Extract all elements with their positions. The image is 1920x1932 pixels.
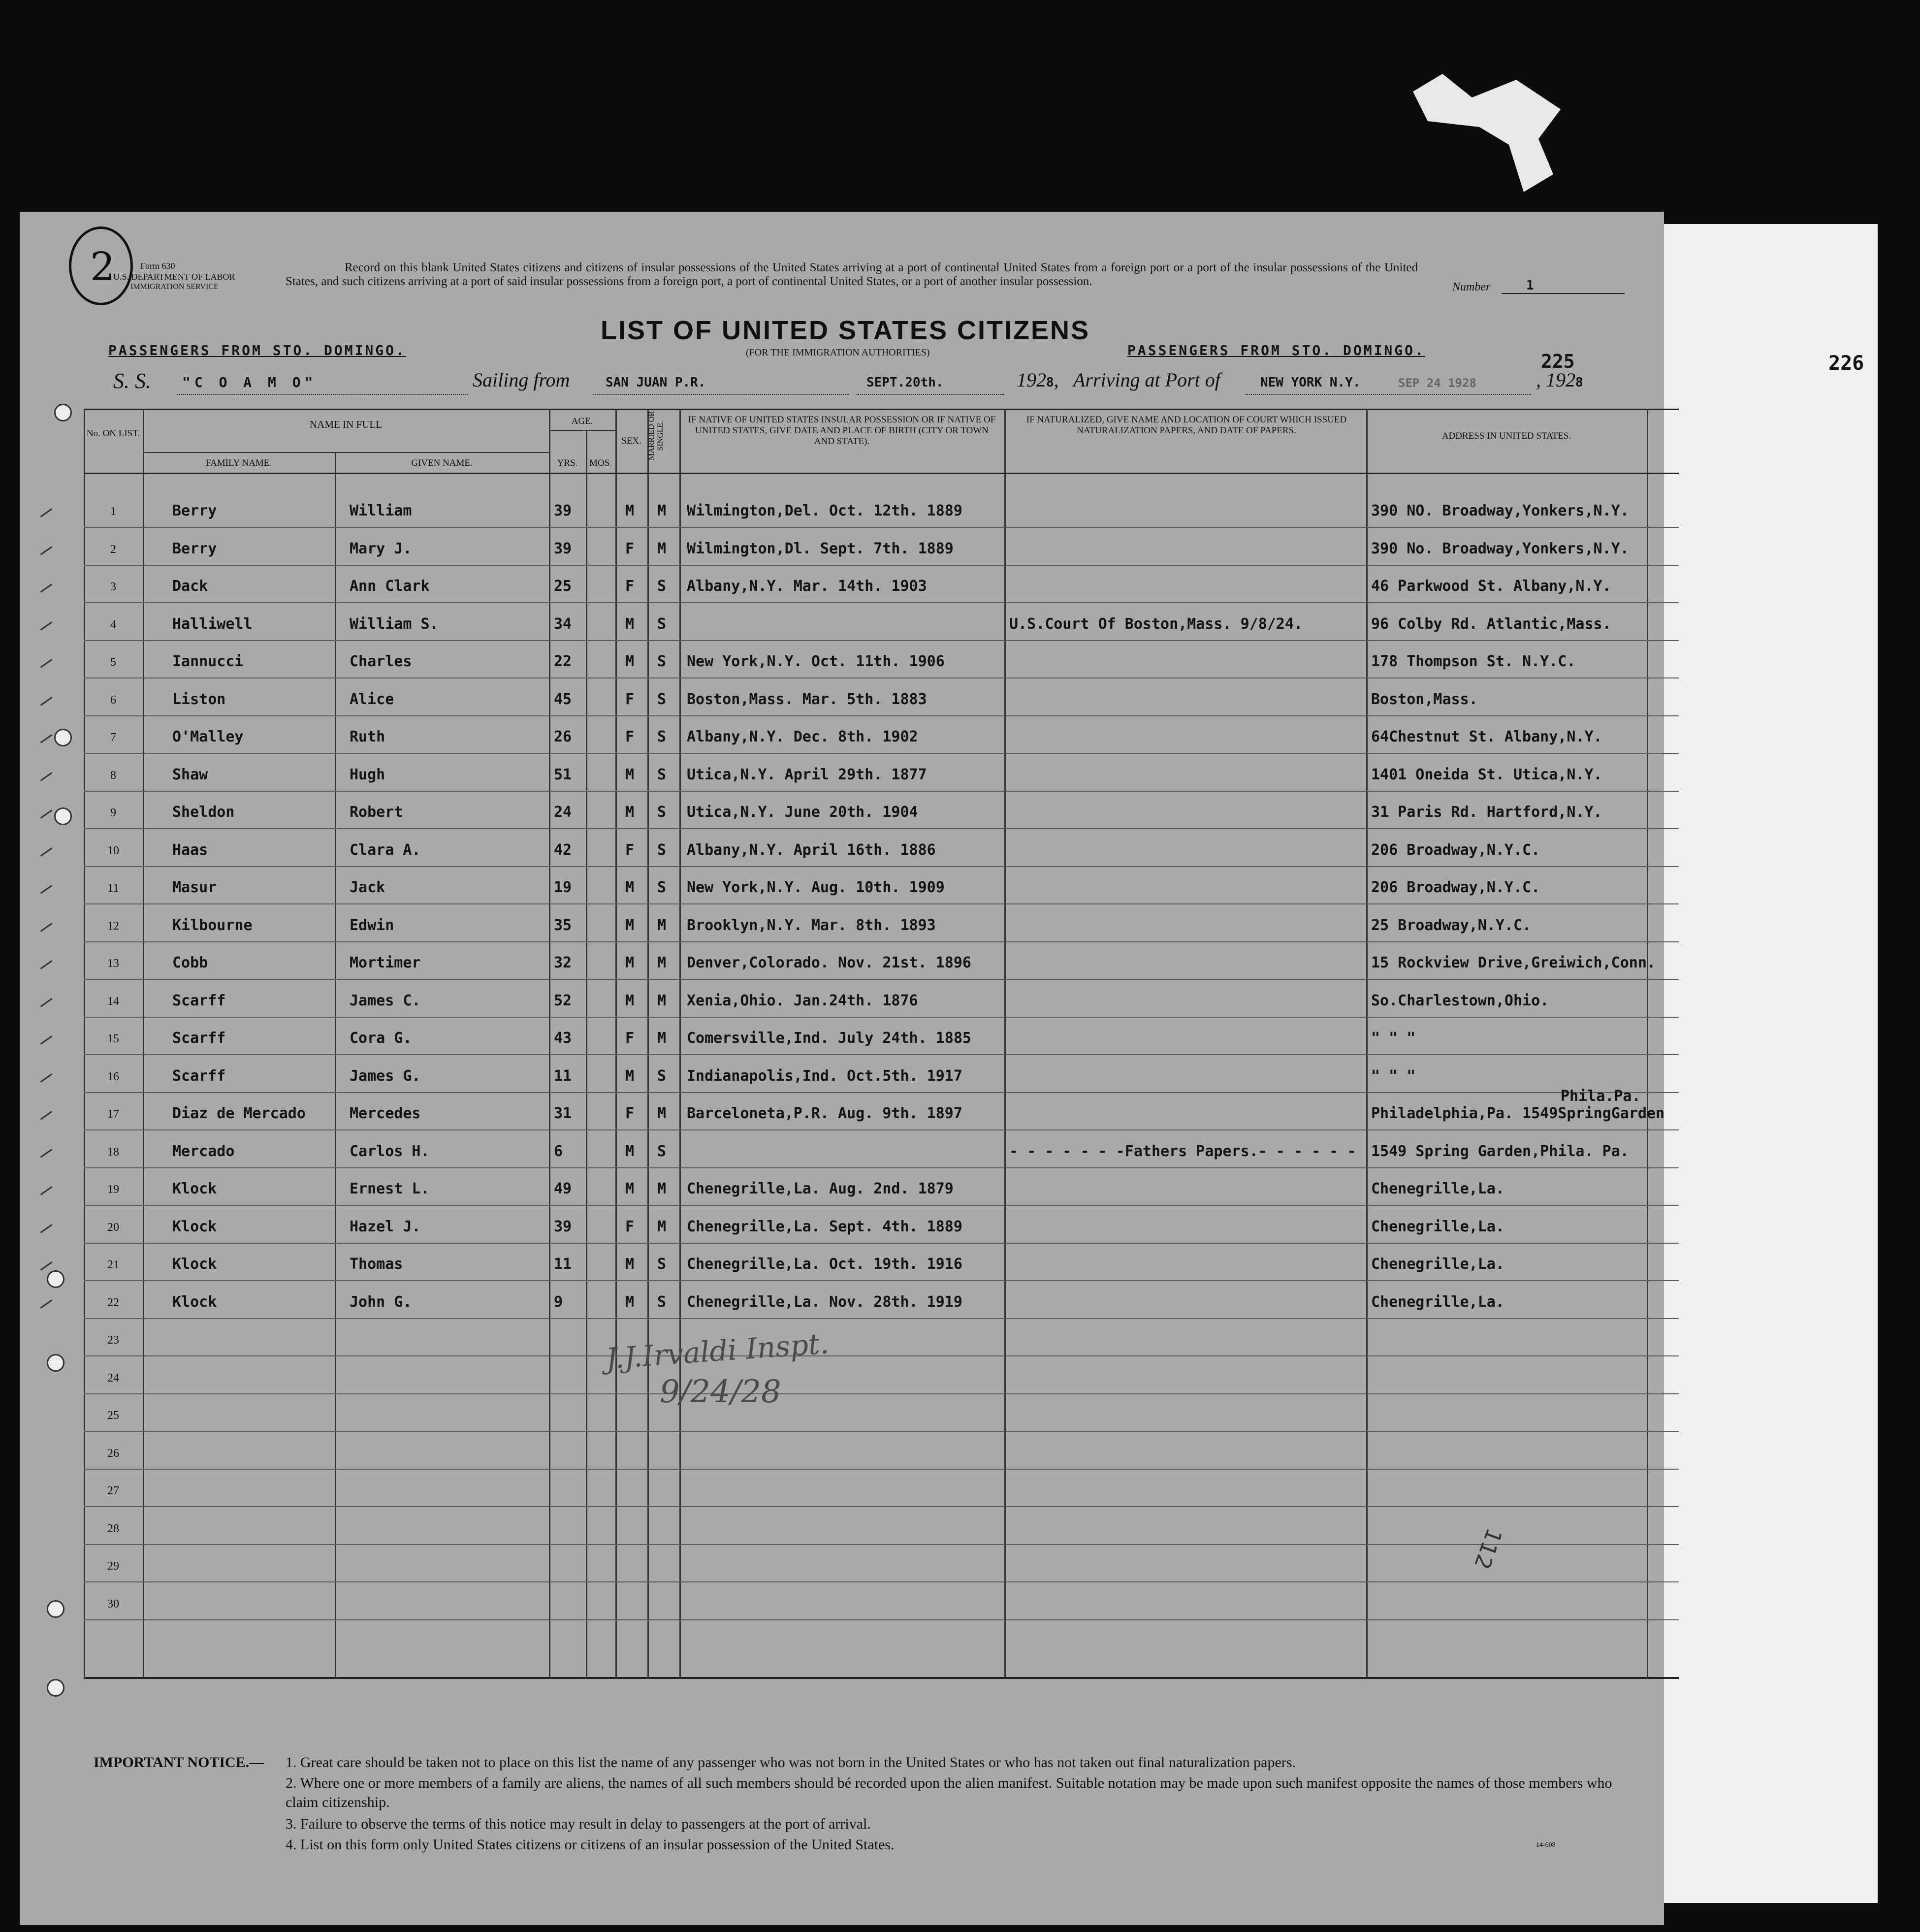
given-name: Thomas <box>350 1256 403 1273</box>
row-number: 20 <box>107 1221 119 1234</box>
notice-item-3: 3. Failure to observe the terms of this notice may result in delay to passengers at the port of arrival. <box>286 1816 871 1832</box>
row-number: 8 <box>110 769 116 782</box>
sex: M <box>625 804 635 821</box>
row-number: 28 <box>107 1522 119 1535</box>
check-mark <box>40 508 53 517</box>
address: " " " <box>1371 1030 1416 1047</box>
family-name: Iannucci <box>172 653 244 670</box>
row-number: 7 <box>110 731 116 744</box>
family-name: Shaw <box>172 766 208 783</box>
stamp-number: 112 <box>1469 1525 1507 1573</box>
col-header-no: No. ON LIST. <box>86 428 140 439</box>
given-name: Jack <box>350 879 385 896</box>
ss-label: S. S. <box>113 369 151 393</box>
row-number: 18 <box>107 1145 119 1159</box>
address: Philadelphia,Pa. 1549SpringGarden <box>1371 1105 1665 1122</box>
punch-hole <box>54 807 72 825</box>
birth-place-date: Chenegrille,La. Aug. 2nd. 1879 <box>687 1180 954 1197</box>
address: 1549 Spring Garden,Phila. Pa. <box>1371 1142 1629 1160</box>
birth-place-date: Comersville,Ind. July 24th. 1885 <box>687 1030 971 1047</box>
address: " " " <box>1371 1067 1416 1085</box>
check-mark <box>40 998 53 1007</box>
check-mark <box>40 960 53 969</box>
marital-status: M <box>657 540 667 557</box>
given-name: Mary J. <box>350 540 412 557</box>
sex: F <box>625 1105 635 1122</box>
marital-status: M <box>657 954 667 971</box>
row-number: 12 <box>107 919 119 933</box>
given-name: Hazel J. <box>350 1218 421 1235</box>
family-name: Mercado <box>172 1142 235 1160</box>
sex: F <box>625 540 635 557</box>
marital-status: M <box>657 1180 667 1197</box>
check-mark <box>40 809 53 819</box>
address: 390 No. Broadway,Yonkers,N.Y. <box>1371 540 1629 557</box>
adjacent-page-number: 226 <box>1828 352 1864 375</box>
family-name: Klock <box>172 1218 217 1235</box>
marital-status: M <box>657 1030 667 1047</box>
check-mark <box>40 621 53 631</box>
circled-mark: 2 <box>69 226 133 305</box>
family-name: Berry <box>172 540 217 557</box>
given-name: Charles <box>350 653 412 670</box>
col-header-sex: SEX. <box>621 436 641 446</box>
marital-status: S <box>657 879 667 896</box>
notice-heading: IMPORTANT NOTICE.— <box>94 1754 264 1771</box>
col-header-naturalized: IF NATURALIZED, GIVE NAME AND LOCATION OF COURT WHICH ISSUED NATURALIZATION PAPERS, AND DATE OF PAPERS. <box>1026 415 1347 436</box>
family-name: Scarff <box>172 1030 226 1047</box>
birth-place-date: Albany,N.Y. Mar. 14th. 1903 <box>687 578 927 595</box>
age-years: 32 <box>554 954 572 971</box>
sex: M <box>625 1067 635 1085</box>
family-name: Scarff <box>172 992 226 1009</box>
ship-name: "C O A M O" <box>182 374 317 390</box>
family-name: Masur <box>172 879 217 896</box>
marital-status: M <box>657 502 667 519</box>
row-number: 22 <box>107 1296 119 1309</box>
age-years: 11 <box>554 1256 572 1273</box>
age-years: 9 <box>554 1293 563 1311</box>
notice-item-1: 1. Great care should be taken not to place on this list the name of any passenger who was not born in the United States or who has not taken out final naturalization papers. <box>286 1754 1296 1771</box>
arrival-port: NEW YORK N.Y. <box>1260 375 1361 390</box>
sex: M <box>625 615 635 633</box>
birth-place-date: Wilmington,Dl. Sept. 7th. 1889 <box>687 540 954 557</box>
birth-place-date: New York,N.Y. Aug. 10th. 1909 <box>687 879 945 896</box>
inspector-signature: J.J.Irvaldi Inspt. <box>605 1326 830 1376</box>
birth-place-date: Chenegrille,La. Oct. 19th. 1916 <box>687 1256 962 1273</box>
given-name: Ernest L. <box>350 1180 430 1197</box>
age-years: 39 <box>554 502 572 519</box>
birth-place-date: Indianapolis,Ind. Oct.5th. 1917 <box>687 1067 962 1085</box>
sex: M <box>625 954 635 971</box>
age-years: 34 <box>554 615 572 633</box>
check-mark <box>40 1149 53 1158</box>
sailing-label: Sailing from <box>473 369 570 391</box>
row-number: 2 <box>110 543 116 556</box>
check-mark <box>40 772 53 781</box>
age-years: 42 <box>554 841 572 859</box>
age-years: 26 <box>554 728 572 745</box>
arriving-label: Arriving at Port of <box>1073 369 1220 391</box>
list-title: LIST OF UNITED STATES CITIZENS <box>601 316 1090 345</box>
family-name: Sheldon <box>172 804 235 821</box>
family-name: Halliwell <box>172 615 253 633</box>
address-note: Phila.Pa. <box>1561 1088 1641 1105</box>
given-name: Ruth <box>350 728 385 745</box>
check-mark <box>40 923 53 932</box>
address: Chenegrille,La. <box>1371 1293 1504 1311</box>
birth-place-date: Utica,N.Y. April 29th. 1877 <box>687 766 927 783</box>
department-label: U.S. DEPARTMENT OF LABOR <box>113 272 235 282</box>
marital-status: S <box>657 841 667 859</box>
row-number: 29 <box>107 1560 119 1573</box>
given-name: John G. <box>350 1293 412 1311</box>
tape-fragment <box>1413 74 1561 192</box>
row-number: 19 <box>107 1183 119 1196</box>
address: 390 NO. Broadway,Yonkers,N.Y. <box>1371 502 1629 519</box>
age-years: 49 <box>554 1180 572 1197</box>
address: Chenegrille,La. <box>1371 1256 1504 1273</box>
list-subtitle: (FOR THE IMMIGRATION AUTHORITIES) <box>746 347 930 358</box>
address: 31 Paris Rd. Hartford,N.Y. <box>1371 804 1602 821</box>
age-years: 52 <box>554 992 572 1009</box>
address: 178 Thompson St. N.Y.C. <box>1371 653 1576 670</box>
sailing-date: SEPT.20th. <box>866 375 944 390</box>
birth-place-date: Brooklyn,N.Y. Mar. 8th. 1893 <box>687 916 936 934</box>
col-header-birth: IF NATIVE OF UNITED STATES INSULAR POSSESSION OR IF NATIVE OF UNITED STATES, GIVE DATE AND PLACE OF BIRTH (CITY OR TOWN AND STATE). <box>688 415 996 447</box>
birth-place-date: New York,N.Y. Oct. 11th. 1906 <box>687 653 945 670</box>
inspection-date: 9/24/28 <box>660 1374 781 1410</box>
row-number: 27 <box>107 1484 119 1497</box>
row-number: 30 <box>107 1597 119 1610</box>
page-number: 225 <box>1541 351 1575 372</box>
check-mark <box>40 583 53 593</box>
row-number: 13 <box>107 957 119 970</box>
marital-status: S <box>657 690 667 708</box>
check-mark <box>40 1224 53 1233</box>
address: Boston,Mass. <box>1371 690 1478 708</box>
year-label-2: , 1928 <box>1536 369 1583 391</box>
given-name: Hugh <box>350 766 385 783</box>
sex: F <box>625 728 635 745</box>
row-number: 5 <box>110 656 116 669</box>
address: Chenegrille,La. <box>1371 1218 1504 1235</box>
check-mark <box>40 659 53 668</box>
sex: F <box>625 1030 635 1047</box>
notice-item-2: 2. Where one or more members of a family are aliens, the names of all such members should bé recorded upon the alien manifest. Suitable notation may be made upon such manifest opposite the names of those members who claim citizenship. <box>286 1775 1612 1810</box>
sex: M <box>625 1256 635 1273</box>
age-years: 45 <box>554 690 572 708</box>
sex: F <box>625 841 635 859</box>
check-mark <box>40 1035 53 1045</box>
marital-status: S <box>657 653 667 670</box>
given-name: Alice <box>350 690 394 708</box>
col-header-name: NAME IN FULL <box>310 419 382 430</box>
sex: M <box>625 653 635 670</box>
age-years: 19 <box>554 879 572 896</box>
sex: M <box>625 879 635 896</box>
form-number: Form 630 <box>140 261 175 271</box>
check-mark <box>40 885 53 894</box>
footer-code: 14-608 <box>1536 1841 1556 1849</box>
marital-status: S <box>657 578 667 595</box>
row-number: 21 <box>107 1258 119 1271</box>
age-years: 43 <box>554 1030 572 1047</box>
age-years: 39 <box>554 540 572 557</box>
age-years: 51 <box>554 766 572 783</box>
passenger-table <box>84 409 1679 1679</box>
age-years: 22 <box>554 653 572 670</box>
sex: M <box>625 502 635 519</box>
age-years: 24 <box>554 804 572 821</box>
row-number: 23 <box>107 1334 119 1347</box>
birth-place-date: Xenia,Ohio. Jan.24th. 1876 <box>687 992 918 1009</box>
address: 1401 Oneida St. Utica,N.Y. <box>1371 766 1602 783</box>
marital-status: M <box>657 916 667 934</box>
sailing-port: SAN JUAN P.R. <box>606 375 706 390</box>
row-number: 26 <box>107 1447 119 1460</box>
punch-hole <box>54 404 72 421</box>
col-header-age: AGE. <box>571 416 593 426</box>
family-name: Klock <box>172 1293 217 1311</box>
punch-hole <box>47 1354 64 1372</box>
address: 46 Parkwood St. Albany,N.Y. <box>1371 578 1611 595</box>
age-years: 6 <box>554 1142 563 1160</box>
col-header-given: GIVEN NAME. <box>411 458 473 468</box>
family-name: Liston <box>172 690 226 708</box>
row-number: 14 <box>107 995 119 1008</box>
age-years: 25 <box>554 578 572 595</box>
col-header-married: MARRIED OR SINGLE. <box>647 411 665 461</box>
check-mark <box>40 1111 53 1120</box>
punch-hole <box>47 1270 64 1288</box>
address: 25 Broadway,N.Y.C. <box>1371 916 1532 934</box>
marital-status: S <box>657 766 667 783</box>
given-name: Edwin <box>350 916 394 934</box>
marital-status: M <box>657 992 667 1009</box>
birth-place-date: Wilmington,Del. Oct. 12th. 1889 <box>687 502 962 519</box>
check-mark <box>40 697 53 706</box>
marital-status: M <box>657 1105 667 1122</box>
number-label: Number <box>1452 281 1491 293</box>
row-number: 10 <box>107 844 119 857</box>
marital-status: S <box>657 1293 667 1311</box>
birth-place-date: Denver,Colorado. Nov. 21st. 1896 <box>687 954 971 971</box>
birth-place-date: Chenegrille,La. Sept. 4th. 1889 <box>687 1218 962 1235</box>
given-name: James C. <box>350 992 421 1009</box>
notice-item-4: 4. List on this form only United States citizens or citizens of an insular possession of the United States. <box>286 1836 895 1853</box>
birth-place-date: Albany,N.Y. Dec. 8th. 1902 <box>687 728 918 745</box>
check-mark <box>40 1299 53 1309</box>
punch-hole <box>47 1679 64 1697</box>
family-name: Berry <box>172 502 217 519</box>
arrival-date-stamp: SEP 24 1928 <box>1398 376 1476 390</box>
given-name: William S. <box>350 615 439 633</box>
address: Chenegrille,La. <box>1371 1180 1504 1197</box>
punch-hole <box>54 729 72 746</box>
row-number: 16 <box>107 1070 119 1083</box>
marital-status: S <box>657 1256 667 1273</box>
age-years: 31 <box>554 1105 572 1122</box>
check-mark <box>40 1261 53 1271</box>
marital-status: S <box>657 1142 667 1160</box>
address: 206 Broadway,N.Y.C. <box>1371 879 1540 896</box>
row-number: 11 <box>107 882 119 895</box>
sex: M <box>625 1293 635 1311</box>
given-name: Mercedes <box>350 1105 421 1122</box>
marital-status: S <box>657 615 667 633</box>
sex: M <box>625 1180 635 1197</box>
check-mark <box>40 546 53 555</box>
sex: M <box>625 1142 635 1160</box>
address: 206 Broadway,N.Y.C. <box>1371 841 1540 859</box>
address: 96 Colby Rd. Atlantic,Mass. <box>1371 615 1611 633</box>
sex: M <box>625 992 635 1009</box>
sex: F <box>625 1218 635 1235</box>
row-number: 1 <box>110 505 116 518</box>
family-name: Scarff <box>172 1067 226 1085</box>
check-mark <box>40 847 53 857</box>
address: 15 Rockview Drive,Greiwich,Conn. <box>1371 954 1656 971</box>
row-number: 17 <box>107 1108 119 1121</box>
sex: M <box>625 916 635 934</box>
birth-place-date: Utica,N.Y. June 20th. 1904 <box>687 804 918 821</box>
manifest-sheet <box>20 212 1664 1925</box>
sex: F <box>625 690 635 708</box>
col-header-family: FAMILY NAME. <box>205 458 272 468</box>
naturalization: - - - - - - -Fathers Papers.- - - - - - <box>1009 1142 1356 1160</box>
col-header-address: ADDRESS IN UNITED STATES. <box>1441 431 1571 441</box>
col-header-mos: MOS. <box>589 458 612 468</box>
birth-place-date: Boston,Mass. Mar. 5th. 1883 <box>687 690 927 708</box>
row-number: 3 <box>110 580 116 593</box>
year-label-1: 1928, <box>1017 369 1059 391</box>
given-name: James G. <box>350 1067 421 1085</box>
family-name: Klock <box>172 1180 217 1197</box>
row-number: 24 <box>107 1371 119 1385</box>
age-years: 35 <box>554 916 572 934</box>
family-name: Haas <box>172 841 208 859</box>
family-name: Klock <box>172 1256 217 1273</box>
marital-status: S <box>657 728 667 745</box>
family-name: Diaz de Mercado <box>172 1105 306 1122</box>
address: So.Charlestown,Ohio. <box>1371 992 1549 1009</box>
check-mark <box>40 734 53 743</box>
given-name: Robert <box>350 804 403 821</box>
family-name: Dack <box>172 578 208 595</box>
row-number: 6 <box>110 693 116 707</box>
address: 64Chestnut St. Albany,N.Y. <box>1371 728 1602 745</box>
age-years: 11 <box>554 1067 572 1085</box>
check-mark <box>40 1186 53 1195</box>
marital-status: S <box>657 804 667 821</box>
naturalization: U.S.Court Of Boston,Mass. 9/8/24. <box>1009 615 1303 633</box>
given-name: Clara A. <box>350 841 421 859</box>
age-years: 39 <box>554 1218 572 1235</box>
marital-status: M <box>657 1218 667 1235</box>
given-name: Cora G. <box>350 1030 412 1047</box>
sex: M <box>625 766 635 783</box>
given-name: Carlos H. <box>350 1142 430 1160</box>
adjacent-page <box>1659 224 1878 1903</box>
family-name: Kilbourne <box>172 916 253 934</box>
row-number: 4 <box>110 618 116 631</box>
col-header-yrs: YRS. <box>557 458 578 468</box>
birth-place-date: Chenegrille,La. Nov. 28th. 1919 <box>687 1293 962 1311</box>
row-number: 15 <box>107 1032 119 1045</box>
row-number: 25 <box>107 1409 119 1422</box>
punch-hole <box>47 1600 64 1618</box>
check-mark <box>40 1073 53 1083</box>
birth-place-date: Barceloneta,P.R. Aug. 9th. 1897 <box>687 1105 962 1122</box>
family-name: Cobb <box>172 954 208 971</box>
given-name: Mortimer <box>350 954 421 971</box>
given-name: William <box>350 502 412 519</box>
birth-place-date: Albany,N.Y. April 16th. 1886 <box>687 841 936 859</box>
service-label: IMMIGRATION SERVICE <box>130 283 219 291</box>
sex: F <box>625 578 635 595</box>
instructions-text: Record on this blank United States citizens and citizens of insular possessions of the United States arriving at a port of continental United States from a foreign port or a port of the insular possessions of the United States, and such citizens arriving at a port of said insular possessions from a foreign port, a port of continental United States, or a port of another insular possession. <box>286 261 1418 288</box>
row-number: 9 <box>110 806 116 819</box>
family-name: O'Malley <box>172 728 244 745</box>
passengers-origin-left: PASSENGERS FROM STO. DOMINGO. <box>108 342 406 358</box>
given-name: Ann Clark <box>350 578 430 595</box>
number-value: 1 <box>1526 278 1534 293</box>
marital-status: S <box>657 1067 667 1085</box>
passengers-origin-right: PASSENGERS FROM STO. DOMINGO. <box>1127 342 1425 358</box>
